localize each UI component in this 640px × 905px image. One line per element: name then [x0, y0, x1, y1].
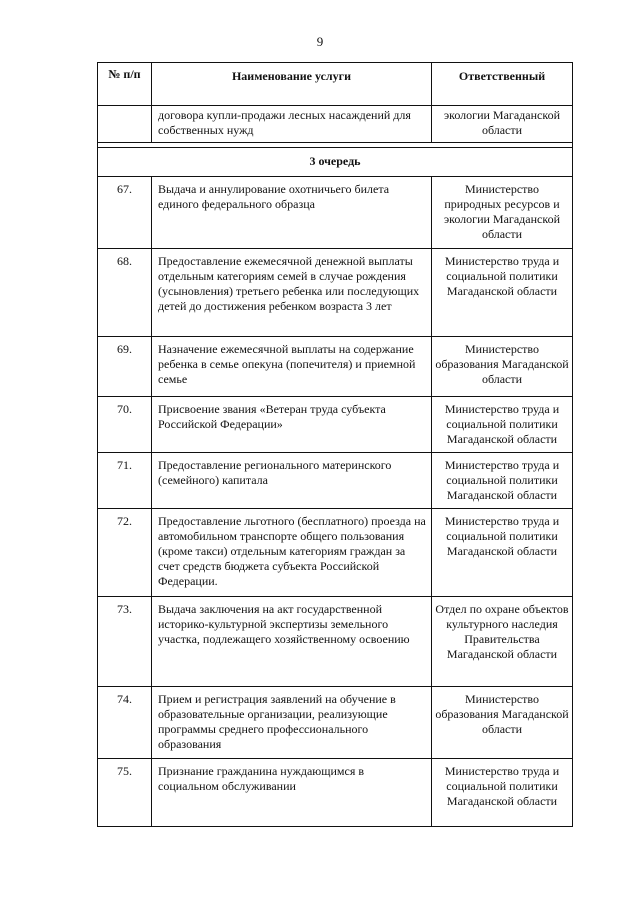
row-num: 71.: [98, 453, 152, 509]
continuation-num: [98, 106, 152, 143]
table-row: [98, 597, 573, 687]
row-num: 70.: [98, 397, 152, 453]
row-num: 68.: [98, 249, 152, 337]
row-num: 74.: [98, 687, 152, 759]
header-num: № п/п: [98, 63, 152, 106]
row-service-name: Прием и регистрация заявлений на обучение в образовательные организации, реализующие программы среднего профессионального образования: [152, 687, 432, 759]
table-row: [98, 337, 573, 397]
table-row: [98, 177, 573, 249]
page-number: 9: [316, 34, 324, 49]
row-service-name: Назначение ежемесячной выплаты на содержание ребенка в семье опекуна (попечителя) и приемной семье: [152, 337, 432, 397]
row-responsible: Министерство образования Магаданской области: [432, 337, 573, 397]
row-service-name: Предоставление регионального материнского (семейного) капитала: [152, 453, 432, 509]
row-service-name: Выдача и аннулирование охотничьего билета единого федерального образца: [152, 177, 432, 249]
row-service-name: Предоставление льготного (бесплатного) проезда на автомобильном транспорте общего пользования (кроме такси) отдельным категориям граждан за счет средств бюджета субъекта Российской Федерации.: [152, 509, 432, 597]
row-responsible: Министерство природных ресурсов и экологии Магаданской области: [432, 177, 573, 249]
row-num: 73.: [98, 597, 152, 687]
row-responsible: Министерство образования Магаданской области: [432, 687, 573, 759]
header-service-name: Наименование услуги: [152, 63, 432, 106]
row-service-name: Признание гражданина нуждающимся в социальном обслуживании: [152, 759, 432, 827]
row-num: 75.: [98, 759, 152, 827]
table-header-row: [98, 63, 573, 106]
row-responsible: Отдел по охране объектов культурного наследия Правительства Магаданской области: [432, 597, 573, 687]
services-table: [97, 62, 573, 827]
header-responsible: Ответственный: [432, 63, 573, 106]
section-row: [98, 148, 573, 177]
continuation-responsible: экологии Магаданской области: [432, 106, 573, 143]
table-row: [98, 249, 573, 337]
table-row: [98, 453, 573, 509]
row-num: 67.: [98, 177, 152, 249]
row-num: 69.: [98, 337, 152, 397]
row-service-name: Выдача заключения на акт государственной историко-культурной экспертизы земельного участка, подлежащего хозяйственному освоению: [152, 597, 432, 687]
row-service-name: Предоставление ежемесячной денежной выплаты отдельным категориям семей в случае рождения (усыновления) третьего ребенка или последующих детей до достижения ребенком возраста 3 лет: [152, 249, 432, 337]
table-row: [98, 687, 573, 759]
row-responsible: Министерство труда и социальной политики Магаданской области: [432, 397, 573, 453]
row-responsible: Министерство труда и социальной политики Магаданской области: [432, 453, 573, 509]
continuation-service-name: договора купли-продажи лесных насаждений для собственных нужд: [152, 106, 432, 143]
table-row: [98, 397, 573, 453]
row-responsible: Министерство труда и социальной политики Магаданской области: [432, 509, 573, 597]
row-responsible: Министерство труда и социальной политики Магаданской области: [432, 249, 573, 337]
table-row: [98, 509, 573, 597]
row-num: 72.: [98, 509, 152, 597]
table-row: [98, 759, 573, 827]
row-service-name: Присвоение звания «Ветеран труда субъекта Российской Федерации»: [152, 397, 432, 453]
section-title: 3 очередь: [98, 148, 573, 177]
continuation-row: [98, 106, 573, 143]
row-responsible: Министерство труда и социальной политики Магаданской области: [432, 759, 573, 827]
